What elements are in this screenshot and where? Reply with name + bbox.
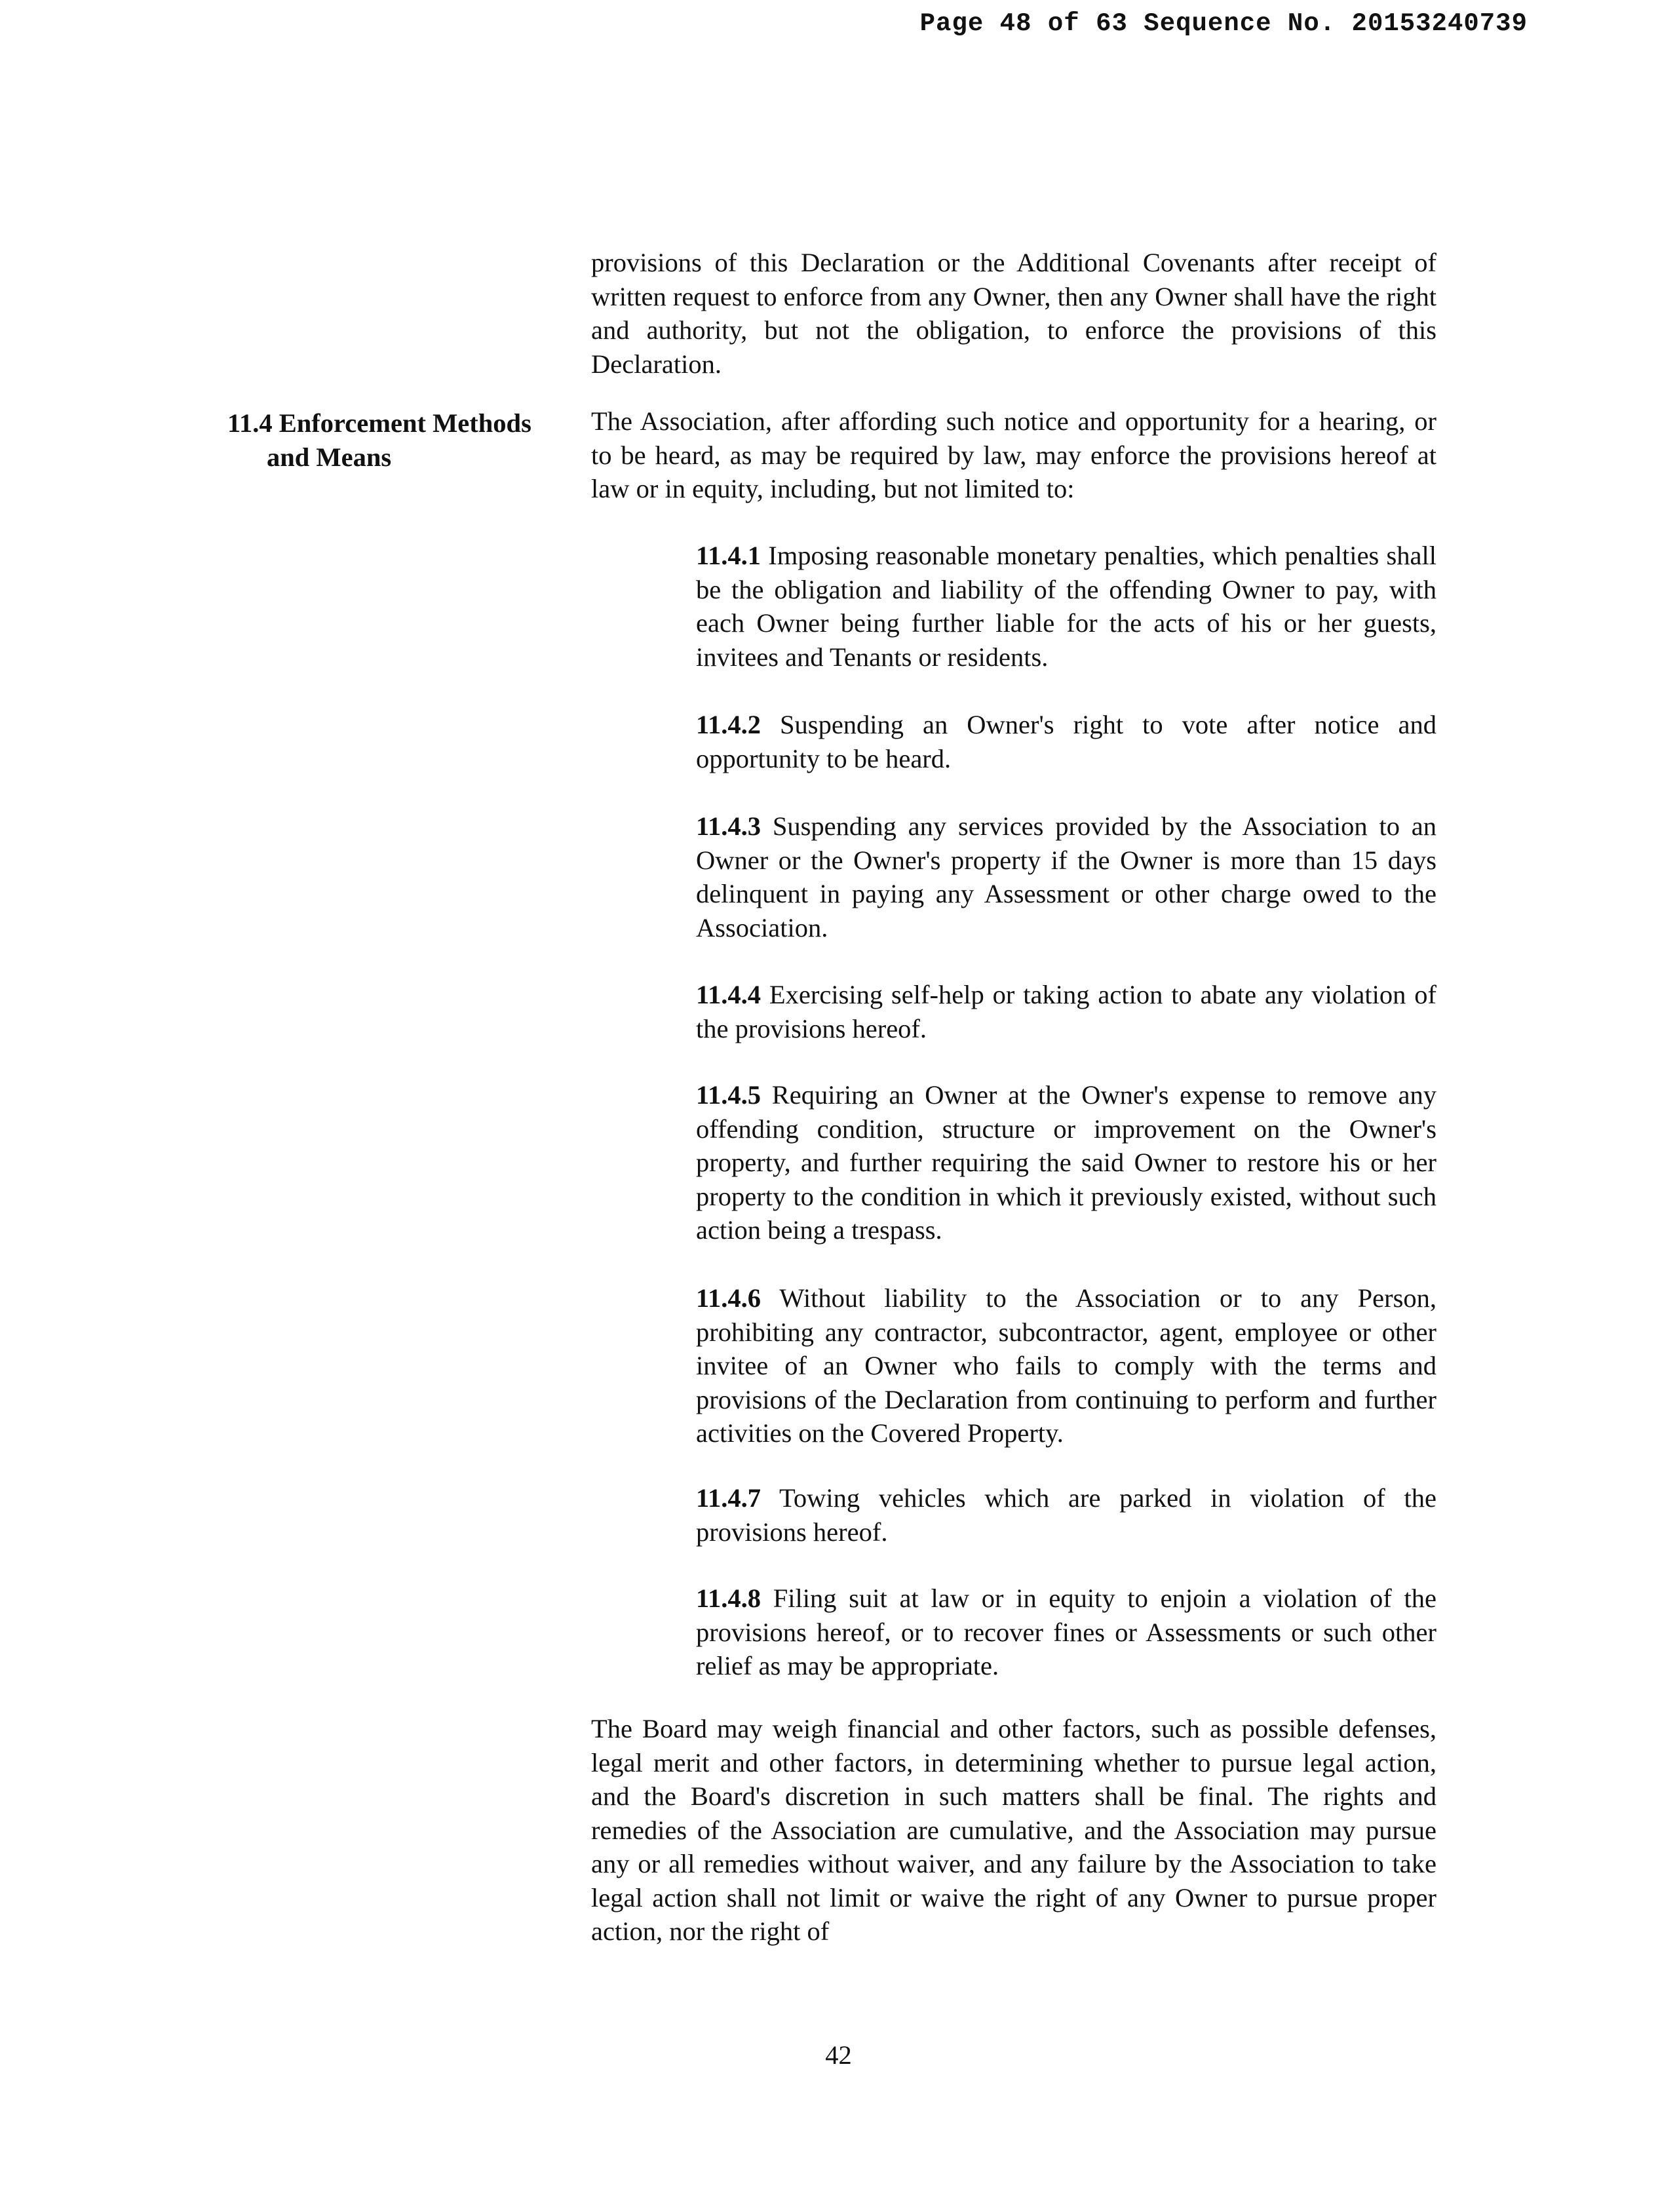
subsection-number: 11.4.4 bbox=[696, 980, 761, 1009]
intro-paragraph: provisions of this Declaration or the Additional Covenants after receipt of written request to enforce from any Owner, then any Owner shall have the right and authority, but not the obligation, to enforce the provisions of this Declaration. bbox=[591, 248, 1436, 379]
subsection-text: Without liability to the Association or to any Person, prohibiting any contractor, subcontractor, agent, employee or other invitee of an Owner who fails to comply with the terms and provisions of the Declaration from continuing to perform and further activities on the Covered Property. bbox=[696, 1283, 1436, 1448]
subsection-11-4-5 bbox=[696, 1078, 1436, 1247]
subsection-number: 11.4.1 bbox=[696, 541, 761, 570]
subsection-number: 11.4.8 bbox=[696, 1583, 761, 1613]
page-number: 42 bbox=[825, 2040, 852, 2070]
subsection-11-4-1 bbox=[696, 539, 1436, 674]
subsection-text: Towing vehicles which are parked in violation of the provisions hereof. bbox=[696, 1483, 1436, 1547]
subsection-number: 11.4.2 bbox=[696, 710, 761, 739]
subsection-text: Suspending any services provided by the Association to an Owner or the Owner's property if the Owner is more than 15 days delinquent in paying any Assessment or other charge owed to the Association. bbox=[696, 811, 1437, 942]
subsection-number: 11.4.7 bbox=[696, 1483, 761, 1513]
subsection-11-4-7 bbox=[696, 1481, 1436, 1549]
section-11-4-body: The Association, after affording such notice and opportunity for a hearing, or to be heard, as may be required by law, may enforce the provisions hereof at law or in equity, including, but not limited to: bbox=[591, 406, 1436, 503]
subsection-text: Filing suit at law or in equity to enjoin a violation of the provisions hereof, or to recover fines or Assessments or such other relief as may be appropriate. bbox=[696, 1583, 1436, 1680]
subsection-11-4-2 bbox=[696, 708, 1436, 775]
subsection-text: Imposing reasonable monetary penalties, which penalties shall be the obligation and liability of the offending Owner to pay, with each Owner being further liable for the acts of his or her guests, invitees and Tenants or residents. bbox=[696, 541, 1436, 672]
subsection-11-4-8 bbox=[696, 1581, 1436, 1683]
section-heading-11-4 bbox=[227, 406, 568, 474]
section-heading-line1: 11.4 Enforcement Methods bbox=[227, 408, 531, 438]
subsection-11-4-3 bbox=[696, 809, 1436, 944]
subsection-11-4-4 bbox=[696, 978, 1436, 1045]
subsection-number: 11.4.5 bbox=[696, 1080, 761, 1110]
subsection-number: 11.4.3 bbox=[696, 811, 761, 841]
subsection-text: Requiring an Owner at the Owner's expense to remove any offending condition, structure or improvement on the Owner's property, and further requiring the said Owner to restore his or her property to the condition in which it previously existed, without such action being a trespass. bbox=[696, 1080, 1437, 1245]
page-header-sequence: Page 48 of 63 Sequence No. 20153240739 bbox=[919, 9, 1528, 38]
subsection-number: 11.4.6 bbox=[696, 1283, 761, 1313]
subsection-text: Exercising self-help or taking action to abate any violation of the provisions hereof. bbox=[696, 980, 1436, 1043]
section-heading-line2: and Means bbox=[267, 442, 392, 472]
closing-paragraph: The Board may weigh financial and other factors, such as possible defenses, legal merit and other factors, in determining whether to pursue legal action, and the Board's discretion in such matters shall be final. The rights and remedies of the Association are cumulative, and the Association may pursue any or all remedies without waiver, and any failure by the Association to take legal action shall not limit or waive the right of any Owner to pursue proper action, nor the right of bbox=[591, 1714, 1436, 1946]
subsection-text: Suspending an Owner's right to vote after notice and opportunity to be heard. bbox=[696, 710, 1436, 773]
subsection-11-4-6 bbox=[696, 1281, 1436, 1450]
